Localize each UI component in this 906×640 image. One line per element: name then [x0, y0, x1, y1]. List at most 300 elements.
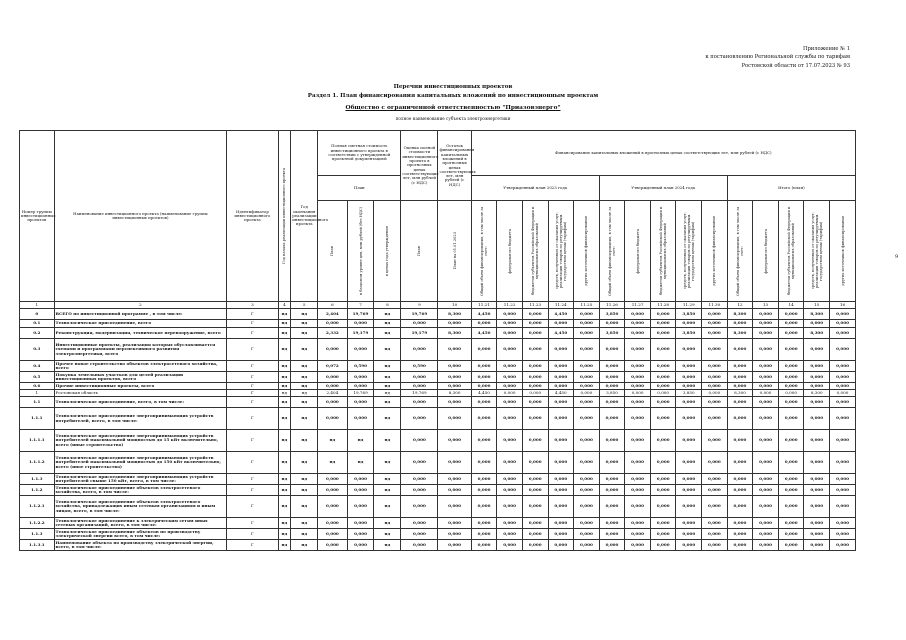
row-value: 0,000: [574, 309, 600, 320]
row-value: 0,000: [548, 474, 574, 485]
row-value: 0,000: [727, 452, 753, 474]
table-row: [20, 372, 856, 383]
row-value: 0,000: [625, 408, 651, 430]
row-value: нд: [374, 372, 401, 383]
row-value: 0,000: [438, 372, 471, 383]
row-value: 0,000: [438, 383, 471, 390]
row-value: 0,000: [574, 529, 600, 540]
table-row: [20, 390, 856, 397]
row-value: 3,850: [676, 328, 702, 339]
row-value: 0,000: [830, 485, 856, 496]
row-value: 0,000: [497, 372, 523, 383]
header-financing-text: других источников финансирования: [712, 216, 717, 286]
row-number: 1.1.3: [20, 474, 55, 485]
row-value: 0,000: [676, 529, 702, 540]
row-value: 8,300: [727, 309, 753, 320]
row-value: нд: [374, 540, 401, 551]
row-value: 0,000: [522, 328, 548, 339]
row-value: 0,000: [497, 474, 523, 485]
row-name: Реконструкция, модернизация, техническое перевооружение, всего: [54, 328, 227, 339]
row-value: 0,000: [548, 320, 574, 328]
column-number: 14: [778, 302, 804, 309]
row-value: 0,000: [497, 383, 523, 390]
row-identifier: Г: [227, 328, 278, 339]
header-financing-text: других источников финансирования: [840, 216, 845, 286]
header-financing-sub-fed: [497, 201, 523, 302]
row-value: 0,000: [438, 540, 471, 551]
row-value: 0,000: [347, 397, 374, 408]
row-value: 0,000: [702, 529, 728, 540]
row-identifier: Г: [227, 430, 278, 452]
row-value: 0,000: [804, 474, 830, 485]
row-value: 0,000: [753, 529, 779, 540]
row-value: 0,000: [471, 496, 497, 518]
row-value: нд: [374, 496, 401, 518]
row-value: 0,000: [625, 320, 651, 328]
header-num: Номер группы инвестиционных проектов: [20, 131, 55, 302]
row-value: 0,000: [830, 372, 856, 383]
row-value: 0,000: [497, 408, 523, 430]
row-value: 0,000: [574, 320, 600, 328]
row-value: 0,000: [347, 529, 374, 540]
row-value: 0,000: [650, 430, 676, 452]
row-value: 4,450: [471, 309, 497, 320]
row-value: 8,300: [438, 390, 471, 397]
row-value: 0,000: [574, 485, 600, 496]
header-financing-sub-tariff: [804, 201, 830, 302]
row-value: 0,000: [778, 372, 804, 383]
row-value: 0,000: [625, 372, 651, 383]
row-value: 0,000: [702, 518, 728, 529]
row-name: Технологическое присоединение, всего, в том числе:: [54, 397, 227, 408]
row-value: нд: [291, 339, 318, 361]
row-value: нд: [278, 361, 291, 372]
row-value: 8,300: [804, 328, 830, 339]
row-value: нд: [291, 372, 318, 383]
row-value: 0,000: [804, 361, 830, 372]
row-value: 0,000: [753, 390, 779, 397]
row-value: нд: [374, 408, 401, 430]
row-number: 1.1: [20, 397, 55, 408]
row-value: нд: [374, 361, 401, 372]
row-identifier: Г: [227, 372, 278, 383]
row-value: 0,000: [804, 529, 830, 540]
row-value: нд: [291, 390, 318, 397]
row-value: 0,000: [753, 496, 779, 518]
row-value: 0,000: [401, 408, 438, 430]
row-value: нд: [374, 430, 401, 452]
appendix-block: [705, 45, 850, 70]
row-value: 0,000: [753, 309, 779, 320]
row-value: 3,850: [676, 309, 702, 320]
row-value: 0,000: [727, 383, 753, 390]
row-value: нд: [374, 529, 401, 540]
row-number: 1.1.1.2: [20, 452, 55, 474]
row-value: 0,000: [401, 485, 438, 496]
row-value: 0,000: [676, 485, 702, 496]
row-value: нд: [291, 397, 318, 408]
row-value: 0,000: [438, 485, 471, 496]
row-value: 0,000: [727, 397, 753, 408]
header-financing-sub-other: [702, 201, 728, 302]
row-value: 0,000: [702, 339, 728, 361]
row-value: 0,000: [401, 529, 438, 540]
row-value: 0,000: [599, 430, 625, 452]
row-value: 0,000: [599, 474, 625, 485]
row-value: нд: [347, 452, 374, 474]
row-value: 0,000: [497, 328, 523, 339]
column-number: 11.22: [497, 302, 523, 309]
row-number: 0.1: [20, 320, 55, 328]
row-value: 0,000: [401, 496, 438, 518]
row-value: 0,000: [702, 397, 728, 408]
row-value: 0,000: [522, 372, 548, 383]
row-value: 0,000: [830, 339, 856, 361]
row-value: 0,000: [471, 339, 497, 361]
row-value: 19,769: [347, 390, 374, 397]
row-value: 0,000: [804, 452, 830, 474]
row-value: 0,000: [702, 390, 728, 397]
row-identifier: Г: [227, 383, 278, 390]
header-financing-text: Общий объем финансирования, в том числе за счет:: [480, 206, 489, 296]
column-number: 11.27: [625, 302, 651, 309]
header-year-end: Год окончания реализации инвестиционного проекта: [291, 131, 318, 302]
row-value: 0,000: [702, 328, 728, 339]
row-value: 19,769: [401, 390, 438, 397]
row-value: 0,000: [676, 540, 702, 551]
row-value: 3,850: [599, 328, 625, 339]
column-number-row: [20, 302, 856, 309]
row-value: 0,000: [574, 339, 600, 361]
header-estimate: Оценка полной стоимости инвестиционного проекта в прогнозных ценах соответствующих лет, млн рублей (с НДС): [401, 131, 438, 201]
row-value: 0,000: [830, 518, 856, 529]
row-value: 0,000: [676, 518, 702, 529]
row-value: 0,000: [753, 474, 779, 485]
row-name: Ростовская область: [54, 390, 227, 397]
header-financing-text: федерального бюджета: [763, 228, 768, 274]
row-value: 0,000: [830, 474, 856, 485]
row-value: 0,000: [778, 540, 804, 551]
row-value: 0,000: [574, 518, 600, 529]
row-value: 0,000: [650, 383, 676, 390]
row-value: 0,000: [625, 390, 651, 397]
row-value: 0,000: [599, 452, 625, 474]
row-value: 0,000: [778, 309, 804, 320]
header-plan-date-text: План на 01.01.2023: [452, 232, 457, 270]
row-value: 4,450: [548, 328, 574, 339]
row-value: 0,000: [471, 320, 497, 328]
row-value: 0,000: [497, 518, 523, 529]
row-value: 0,000: [625, 452, 651, 474]
table-row: [20, 408, 856, 430]
row-value: 0,000: [625, 328, 651, 339]
row-value: 0,000: [702, 452, 728, 474]
row-value: 0,000: [401, 518, 438, 529]
row-value: нд: [374, 397, 401, 408]
row-value: 0,000: [753, 328, 779, 339]
row-value: 0,000: [702, 361, 728, 372]
row-identifier: Г: [227, 339, 278, 361]
row-value: 0,000: [347, 383, 374, 390]
header-approved-2024: Утвержденный план 2024 года: [599, 176, 727, 201]
header-full-cost: Полная сметная стоимость инвестиционного проекта в соответствии с утвержденной проектной документацией: [318, 131, 401, 176]
row-value: 0,000: [778, 529, 804, 540]
row-value: 0,000: [497, 397, 523, 408]
row-value: 0,000: [778, 485, 804, 496]
row-name: Технологическое присоединение энергопринимающих устройств потребителей максимальной мощностью до 15 кВт включительно, всего (иные строительство): [54, 430, 227, 452]
row-value: 0,000: [471, 474, 497, 485]
row-value: 0,000: [522, 383, 548, 390]
row-value: 0,000: [318, 540, 347, 551]
row-value: 0,000: [574, 496, 600, 518]
header-financing-text: средств, полученных от оказания услуг, реализации товаров по регулируемым государством ценам (тарифам): [810, 212, 823, 290]
row-value: 0,000: [548, 496, 574, 518]
row-value: 0,000: [702, 540, 728, 551]
row-value: 0,000: [778, 430, 804, 452]
row-value: 0,000: [625, 397, 651, 408]
row-value: 0,000: [471, 372, 497, 383]
row-value: 0,000: [778, 496, 804, 518]
row-value: 0,000: [497, 529, 523, 540]
row-value: нд: [278, 474, 291, 485]
row-value: 0,000: [625, 540, 651, 551]
row-value: 4,450: [548, 390, 574, 397]
header-financing-text: других источников финансирования: [584, 216, 589, 286]
column-number: 11.28: [650, 302, 676, 309]
row-value: 0,000: [753, 540, 779, 551]
row-value: 0,000: [727, 361, 753, 372]
row-value: 0,000: [574, 430, 600, 452]
column-number: 11.30: [702, 302, 728, 309]
table-body: [20, 302, 856, 551]
row-value: 0,000: [401, 430, 438, 452]
row-name: Технологическое присоединение объектов электросетевого хозяйства, принадлежащих иным сетевым организациям и иным лицам, всего, в том числе:: [54, 496, 227, 518]
row-value: нд: [278, 320, 291, 328]
header-financing-sub-total: [471, 201, 497, 302]
row-value: 0,000: [318, 372, 347, 383]
row-identifier: Г: [227, 496, 278, 518]
row-value: нд: [374, 309, 401, 320]
row-value: 0,000: [471, 408, 497, 430]
header-plan-date: [438, 201, 471, 302]
row-name: Прочее новое строительство объектов электросетевого хозяйства, всего: [54, 361, 227, 372]
row-value: 0,000: [778, 361, 804, 372]
row-value: 0,000: [727, 430, 753, 452]
row-value: 0,000: [347, 372, 374, 383]
row-value: 0,000: [347, 485, 374, 496]
row-value: 0,000: [727, 485, 753, 496]
row-value: 0,000: [625, 474, 651, 485]
row-value: 0,000: [676, 361, 702, 372]
row-value: 0,000: [471, 361, 497, 372]
row-value: 0,000: [830, 328, 856, 339]
row-identifier: Г: [227, 390, 278, 397]
row-number: 1.1.1.1: [20, 430, 55, 452]
table-row: [20, 361, 856, 372]
row-value: 0,000: [438, 496, 471, 518]
document-title: Перечни инвестиционных проектов: [393, 84, 513, 90]
row-value: 0,000: [650, 390, 676, 397]
row-value: нд: [291, 474, 318, 485]
row-value: 0,000: [438, 452, 471, 474]
row-name: Технологическое присоединение энергопринимающих устройств потребителей максимальной мощностью до 150 кВт включительно, всего (иное строительство): [54, 452, 227, 474]
row-value: 0,000: [676, 320, 702, 328]
row-value: 0,000: [804, 430, 830, 452]
row-value: 0,000: [676, 383, 702, 390]
row-value: 0,000: [599, 361, 625, 372]
row-value: 0,000: [804, 518, 830, 529]
row-value: 0,000: [599, 540, 625, 551]
row-value: 0,000: [548, 485, 574, 496]
header-financing-text: средств, полученных от оказания услуг, реализации товаров по регулируемым государством ценам (тарифам): [554, 212, 567, 290]
row-value: 2,332: [318, 328, 347, 339]
row-identifier: Г: [227, 474, 278, 485]
row-value: 4,450: [548, 309, 574, 320]
row-value: 0,000: [548, 452, 574, 474]
row-value: 0,072: [318, 361, 347, 372]
row-value: 0,000: [522, 339, 548, 361]
row-value: 0,000: [727, 372, 753, 383]
row-value: 0,000: [522, 529, 548, 540]
row-value: 0,000: [727, 529, 753, 540]
header-remain: Остаток финансирования капитальных вложений в прогнозных ценах соответствующих лет, млн рублей (с НДС): [438, 131, 471, 201]
row-name: Технологическое присоединение энергопринимающих устройств потребителей свыше 150 кВт, всего, в том числе:: [54, 474, 227, 485]
row-value: 0,000: [401, 383, 438, 390]
row-value: 0,000: [347, 518, 374, 529]
row-name: Технологическое присоединение, всего: [54, 320, 227, 328]
row-value: 0,000: [650, 408, 676, 430]
row-value: нд: [374, 390, 401, 397]
row-value: 0,000: [778, 339, 804, 361]
row-value: 0,000: [599, 397, 625, 408]
row-number: 0.2: [20, 328, 55, 339]
row-value: 0,000: [471, 397, 497, 408]
header-financing-text: бюджетов субъектов Российской Федерации и муниципальных образований: [787, 206, 796, 296]
row-value: 0,000: [676, 452, 702, 474]
row-value: нд: [374, 518, 401, 529]
row-value: 0,000: [702, 408, 728, 430]
row-value: 8,300: [804, 309, 830, 320]
row-value: 0,000: [522, 518, 548, 529]
row-value: нд: [291, 485, 318, 496]
row-value: 0,000: [497, 390, 523, 397]
row-value: 0,000: [522, 430, 548, 452]
row-number: 0.4: [20, 361, 55, 372]
header-financing-sub-fed: [625, 201, 651, 302]
row-value: 0,000: [497, 485, 523, 496]
appendix-line-2: к постановлению Региональной службы по тарифам: [705, 54, 850, 61]
row-value: 0,000: [753, 452, 779, 474]
row-name: Технологическое присоединение к электрическим сетям иных сетевых организаций, всего, в том числе:: [54, 518, 227, 529]
row-name: Покупка земельных участков для целей реализации инвестиционных проектов, всего: [54, 372, 227, 383]
row-name: Наименование объекта по производству электрической энергии, всего, в том числе:: [54, 540, 227, 551]
row-number: 0: [20, 309, 55, 320]
row-number: 1.1.2: [20, 485, 55, 496]
column-number: 5: [291, 302, 318, 309]
table-row: [20, 339, 856, 361]
column-number: 4: [278, 302, 291, 309]
column-number: 9: [401, 302, 438, 309]
organization-caption: полное наименование субъекта электроэнергетики: [395, 116, 511, 121]
row-value: 0,000: [599, 372, 625, 383]
row-value: 0,590: [401, 361, 438, 372]
row-value: 0,000: [347, 540, 374, 551]
row-value: 0,000: [574, 372, 600, 383]
row-value: нд: [374, 320, 401, 328]
row-value: 0,000: [778, 328, 804, 339]
row-value: 0,000: [574, 408, 600, 430]
row-value: 0,000: [522, 320, 548, 328]
row-identifier: Г: [227, 518, 278, 529]
row-value: 0,000: [625, 430, 651, 452]
row-value: 0,000: [471, 383, 497, 390]
header-financing-text: средств, полученных от оказания услуг, реализации товаров по регулируемым государством ценам (тарифам): [682, 212, 695, 290]
column-number: 3: [227, 302, 278, 309]
row-value: 0,000: [830, 383, 856, 390]
row-value: нд: [291, 408, 318, 430]
column-number: 16: [830, 302, 856, 309]
row-value: 0,000: [574, 474, 600, 485]
row-value: 0,000: [753, 383, 779, 390]
row-value: 0,000: [625, 518, 651, 529]
row-value: 0,000: [778, 408, 804, 430]
column-number: 8: [374, 302, 401, 309]
row-value: 0,000: [548, 397, 574, 408]
row-value: нд: [278, 408, 291, 430]
row-value: 0,000: [401, 320, 438, 328]
row-value: 0,000: [401, 372, 438, 383]
row-value: 0,000: [401, 397, 438, 408]
row-value: 0,000: [753, 408, 779, 430]
row-value: 4,450: [471, 390, 497, 397]
row-value: нд: [291, 518, 318, 529]
header-financing-sub-other: [574, 201, 600, 302]
row-value: нд: [374, 485, 401, 496]
column-number: 1: [20, 302, 55, 309]
row-value: 0,000: [574, 328, 600, 339]
row-value: 0,000: [599, 518, 625, 529]
row-number: 1.1.2.2: [20, 518, 55, 529]
column-number: 11.26: [599, 302, 625, 309]
row-value: 0,000: [830, 496, 856, 518]
header-financing-text: Общий объем финансирования, в том числе за счет:: [607, 206, 616, 296]
row-value: нд: [278, 328, 291, 339]
row-value: 0,000: [347, 474, 374, 485]
row-value: 0,000: [804, 397, 830, 408]
row-value: 0,000: [574, 390, 600, 397]
row-value: 0,000: [702, 372, 728, 383]
row-value: 19,179: [347, 328, 374, 339]
row-identifier: Г: [227, 361, 278, 372]
header-plan-col-text: План: [417, 246, 422, 256]
row-value: 0,000: [401, 452, 438, 474]
row-identifier: Г: [227, 485, 278, 496]
row-value: 0,000: [676, 397, 702, 408]
column-number: 11.25: [574, 302, 600, 309]
row-value: 8,300: [438, 309, 471, 320]
row-value: 0,000: [497, 320, 523, 328]
row-value: 0,000: [830, 540, 856, 551]
table-row: [20, 496, 856, 518]
row-value: 0,000: [471, 452, 497, 474]
row-value: 0,000: [650, 372, 676, 383]
row-value: 0,000: [599, 320, 625, 328]
row-value: 0,000: [574, 361, 600, 372]
row-identifier: Г: [227, 540, 278, 551]
row-value: 0,000: [650, 328, 676, 339]
row-value: 0,000: [804, 540, 830, 551]
row-value: 0,000: [401, 339, 438, 361]
